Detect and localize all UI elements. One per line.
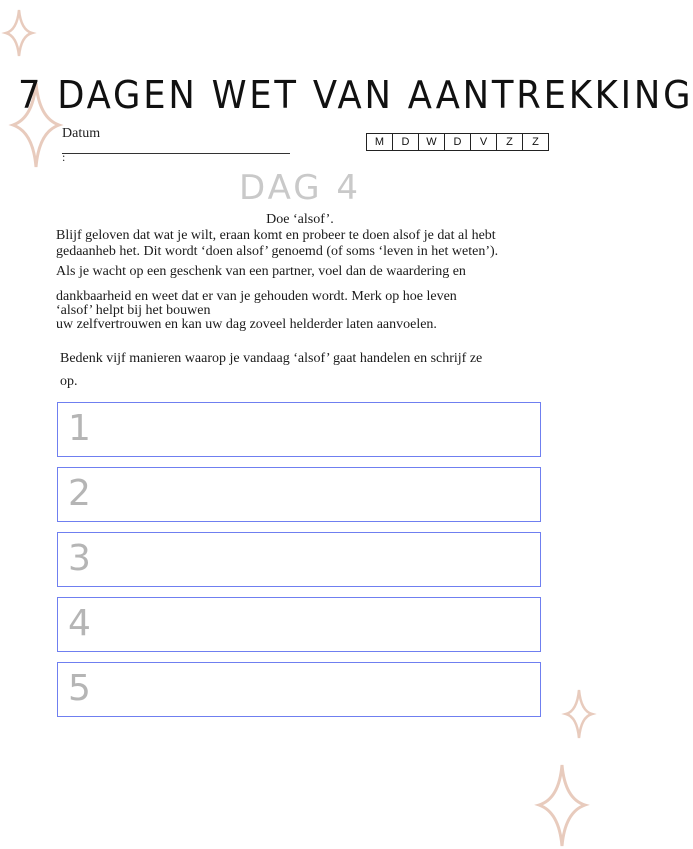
- sparkle-icon: [4, 8, 34, 58]
- body-line: gedaanheb het. Dit wordt ‘doen alsof’ genoemd (of soms ‘leven in het weten’).: [56, 244, 499, 259]
- prompt-line: op.: [60, 374, 78, 389]
- answer-box-2[interactable]: [57, 467, 541, 522]
- body-line: uw zelfvertrouwen en kan uw dag zoveel helderder laten aanvoelen.: [56, 317, 437, 332]
- sparkle-icon: [536, 762, 588, 849]
- body-line: Als je wacht op een geschenk van een partner, voel dan de waardering en: [56, 264, 466, 279]
- day-subtitle: Doe ‘alsof’.: [266, 212, 334, 227]
- page-title: 7 DAGEN WET VAN AANTREKKING: [18, 73, 693, 118]
- weekday-box[interactable]: Z: [496, 134, 522, 150]
- answer-number: 4: [68, 603, 91, 644]
- answer-box-5[interactable]: [57, 662, 541, 717]
- sparkle-icon: [564, 688, 594, 740]
- answer-number: 3: [68, 538, 91, 579]
- day-title: DAG 4: [238, 168, 362, 208]
- weekday-box[interactable]: V: [470, 134, 496, 150]
- date-colon: :: [62, 150, 66, 164]
- weekday-box[interactable]: M: [374, 136, 385, 148]
- weekday-box[interactable]: D: [444, 134, 470, 150]
- date-input-line[interactable]: [62, 153, 290, 154]
- answer-box-1[interactable]: [57, 402, 541, 457]
- weekday-box[interactable]: W: [418, 134, 444, 150]
- answer-number: 2: [68, 473, 91, 514]
- weekday-box[interactable]: Z: [522, 134, 548, 150]
- prompt-line: Bedenk vijf manieren waarop je vandaag ‘alsof’ gaat handelen en schrijf ze: [60, 351, 483, 366]
- answer-number: 1: [68, 408, 91, 449]
- body-line: Blijf geloven dat wat je wilt, eraan komt en probeer te doen alsof je dat al hebt: [56, 228, 496, 243]
- weekday-box[interactable]: D: [392, 134, 418, 150]
- answer-box-3[interactable]: [57, 532, 541, 587]
- answer-box-4[interactable]: [57, 597, 541, 652]
- weekday-selector: [366, 133, 549, 151]
- answer-number: 5: [68, 668, 91, 709]
- body-line: dankbaarheid en weet dat er van je gehouden wordt. Merk op hoe leven: [56, 289, 457, 304]
- date-label: Datum: [62, 126, 101, 141]
- body-line: ‘alsof’ helpt bij het bouwen: [56, 303, 211, 318]
